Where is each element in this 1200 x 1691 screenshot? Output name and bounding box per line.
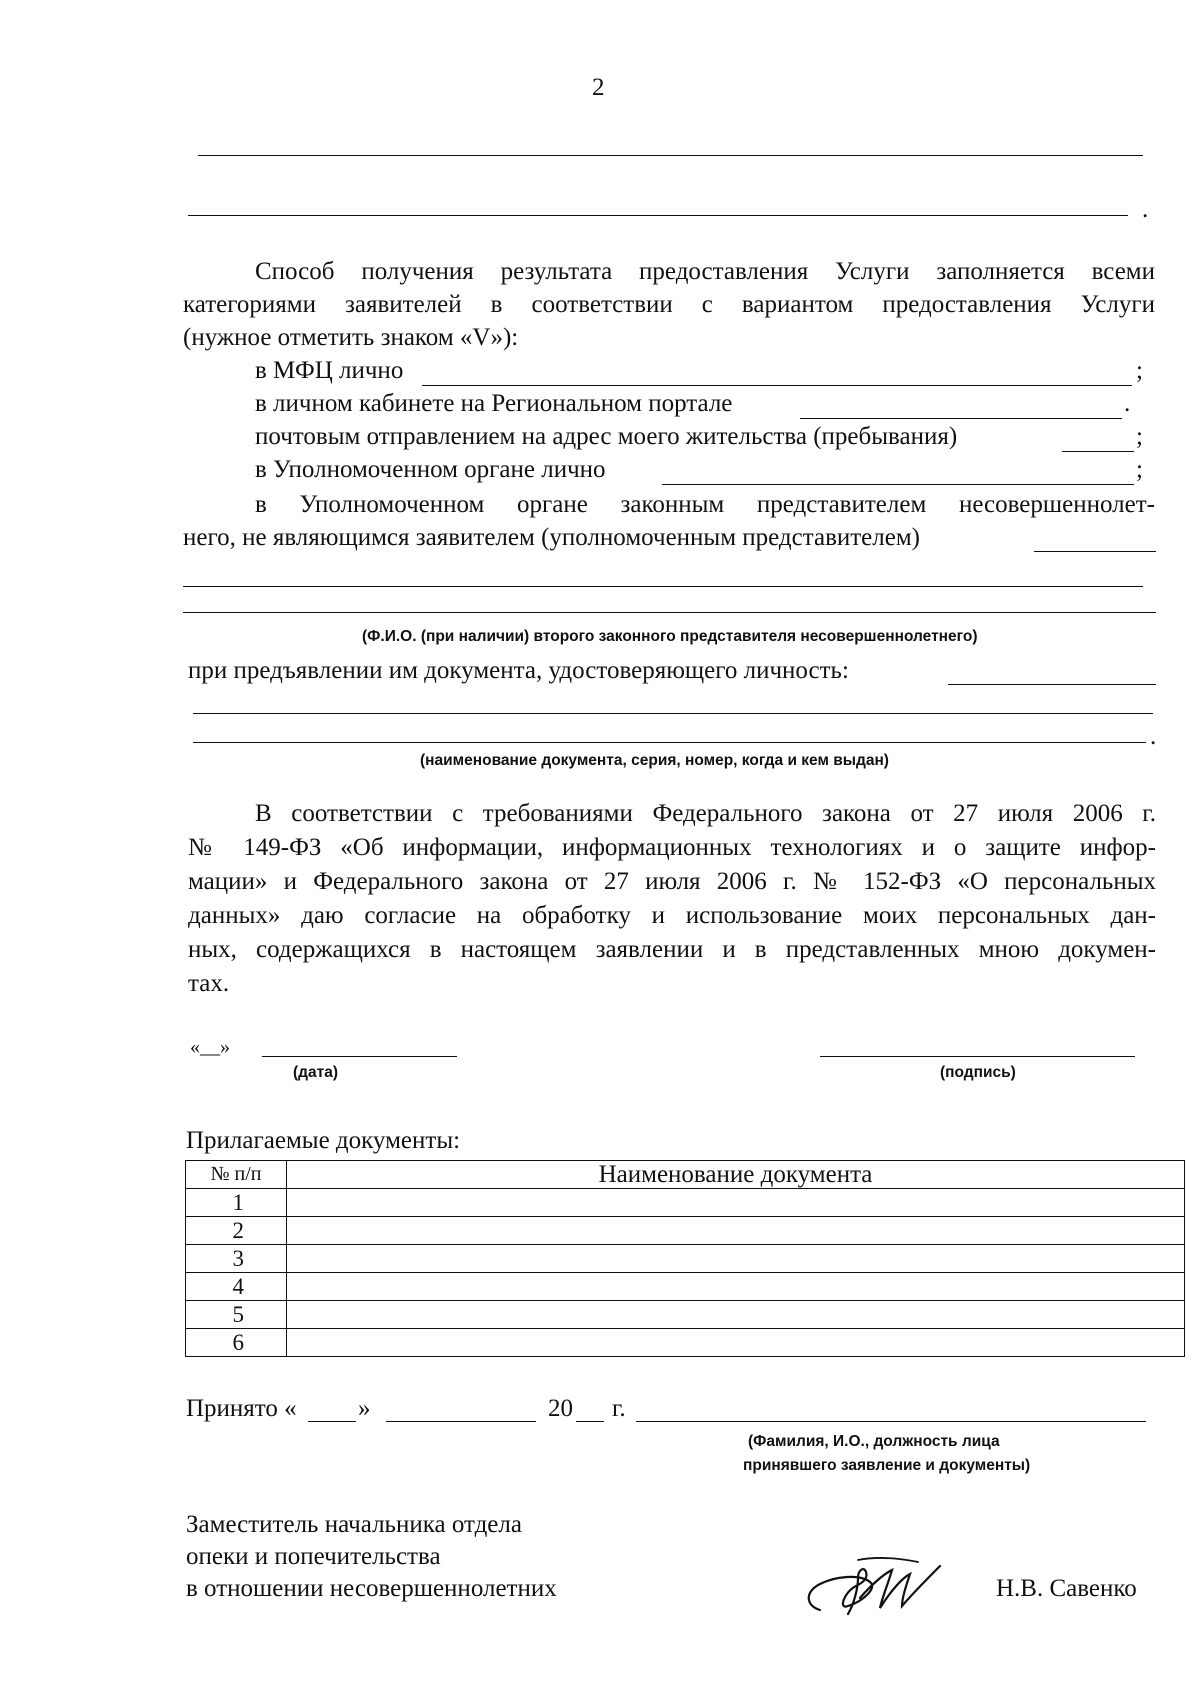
attached-title: Прилагаемые документы: [186,1127,461,1154]
period-mark: . [1150,723,1157,750]
accepted-day-blank [308,1421,356,1422]
document-name-cell [287,1189,1185,1217]
signature-blank [820,1056,1135,1057]
accepted-prefix: Принято « [186,1395,297,1422]
blank-line [193,742,1146,743]
option-representative-line2: него, не являющимся заявителем (уполномоченным представителем) [183,524,920,551]
signatory-name: Н.В. Савенко [996,1575,1137,1602]
document-name-cell [287,1301,1185,1329]
blank-line [183,586,1143,587]
consent-line4: данных» даю согласие на обработку и использование моих персональных дан- [188,902,1156,929]
period-mark: . [1124,390,1131,417]
position-line1: Заместитель начальника отдела [186,1511,522,1538]
accepted-year-suffix: г. [612,1395,626,1422]
row-number: 2 [186,1217,287,1245]
attached-documents-table [185,1160,1185,1357]
semicolon: ; [1136,456,1143,483]
table-row [186,1273,1185,1301]
semicolon: ; [1136,357,1143,384]
option-office: в Уполномоченном органе лично [255,456,606,483]
consent-line2: № 149-ФЗ «Об информации, информационных технологиях и о защите инфор- [188,834,1156,861]
semicolon: ; [1136,423,1143,450]
option-mfc-blank [422,385,1132,386]
option-mfc: в МФЦ лично [255,357,404,384]
document-name-cell [287,1273,1185,1301]
option-post-blank [1062,451,1134,452]
option-representative-blank [1034,551,1156,552]
table-row [186,1189,1185,1217]
method-intro-line1: Способ получения результата предоставления Услуги заполняется всеми [255,258,1155,285]
date-quotes: «__» [190,1036,230,1058]
option-post: почтовым отправлением на адрес моего жительства (пребывания) [255,423,958,450]
row-number: 3 [186,1245,287,1273]
date-blank [262,1056,457,1057]
accepted-year-blank [576,1421,604,1422]
table-header-row [186,1161,1185,1189]
accepted-caption-line1: (Фамилия, И.О., должность лица [748,1433,1000,1450]
option-portal-blank [800,418,1122,419]
position-line2: опеки и попечительства [186,1543,441,1570]
column-header-number: № п/п [186,1161,287,1189]
row-number: 4 [186,1273,287,1301]
accepted-quote-close: » [358,1395,371,1422]
accepted-caption-line2: принявшего заявление и документы) [743,1457,1031,1474]
table-row [186,1217,1185,1245]
accepted-month-blank [386,1421,536,1422]
option-portal: в личном кабинете на Региональном портале [255,390,733,417]
id-document-label: при предъявлении им документа, удостоверяющего личность: [188,657,849,684]
id-document-caption: (наименование документа, серия, номер, когда и кем выдан) [420,752,889,769]
row-number: 5 [186,1301,287,1329]
accepted-official-blank [636,1421,1146,1422]
consent-line1: В соответствии с требованиями Федерального закона от 27 июля 2006 г. [255,800,1156,827]
table-row [186,1301,1185,1329]
option-office-blank [662,484,1134,485]
row-number: 1 [186,1189,287,1217]
page-number: 2 [592,74,605,101]
consent-line6: тах. [188,970,230,997]
method-intro-line2: категориями заявителей в соответствии с вариантом предоставления Услуги [183,291,1155,318]
representative-name-caption: (Ф.И.О. (при наличии) второго законного представителя несовершеннолетнего) [362,628,978,645]
blank-line [193,713,1153,714]
blank-line [188,215,1128,216]
accepted-year-prefix: 20 [548,1395,573,1422]
method-intro-line3: (нужное отметить знаком «V»): [183,324,519,351]
consent-line3: мации» и Федерального закона от 27 июля 2006 г. № 152-ФЗ «О персональных [188,868,1156,895]
blank-line [183,612,1156,613]
table-row [186,1245,1185,1273]
period-mark: . [1142,196,1149,223]
document-name-cell [287,1329,1185,1357]
signature-caption: (подпись) [940,1064,1016,1081]
consent-line5: ных, содержащихся в настоящем заявлении и в представленных мною докумен- [188,936,1156,963]
document-name-cell [287,1245,1185,1273]
handwritten-signature [798,1548,948,1628]
option-representative-line1: в Уполномоченном органе законным представителем несовершеннолет- [255,491,1155,518]
row-number: 6 [186,1329,287,1357]
id-document-blank [948,684,1156,685]
blank-line [198,155,1143,156]
document-name-cell [287,1217,1185,1245]
position-line3: в отношении несовершеннолетних [186,1575,557,1602]
column-header-name: Наименование документа [287,1161,1185,1189]
table-row [186,1329,1185,1357]
date-caption: (дата) [293,1064,338,1081]
